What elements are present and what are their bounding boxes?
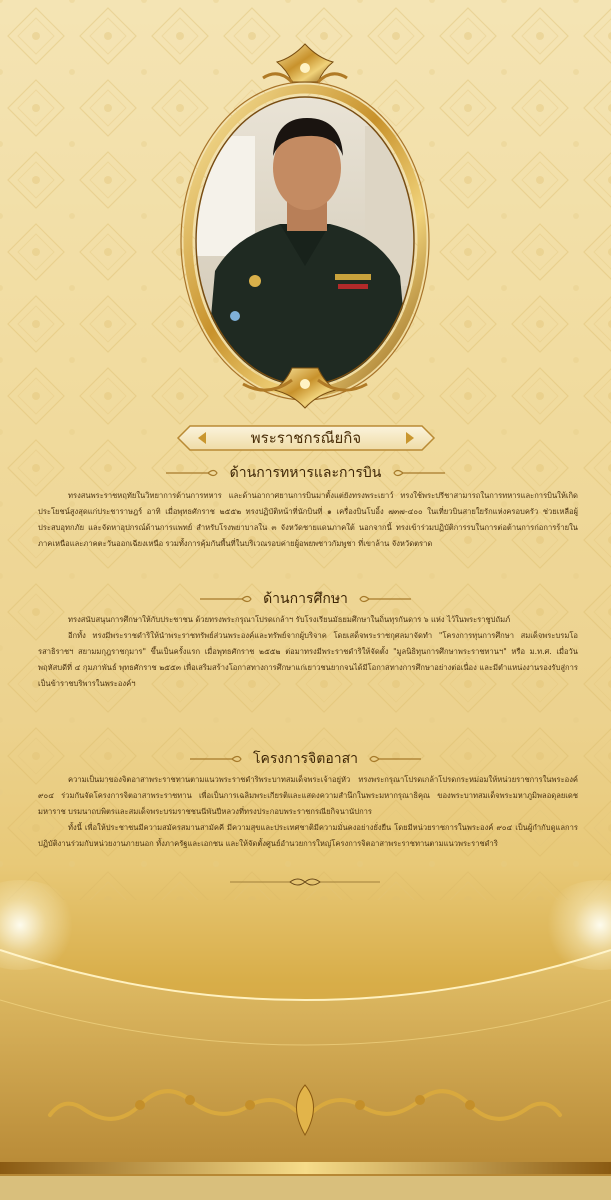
section-title-education [0,588,611,610]
portrait-frame [168,38,443,413]
section-body-education [38,612,578,692]
section-banner [176,424,436,452]
paragraph: ทรงสนพระราชหฤทัยในวิทยาการด้านการทหาร และด้านอากาศยานการบินมาตั้งแต่ยังทรงพระเยาว์ ทรงใช้พระปรีชาสามารถในการทหารและการบินให้เกิดประโยชน์สูงสุดแก่ประชาราษฎร์ อาทิ เมื่อพุทธศักราช ๒๕๕๒ ทรงปฏิบัติหน้าที่นักบินที่ ๑ เครื่องบินโบอิ้ง ๗๓๗-๔๐๐ ในเที่ยวบินสายใยรักแห่งครอบครัว ช่วยเหลือผู้ประสบอุทกภัย และจัดหาอุปกรณ์ด้านการแพทย์ สำหรับโรงพยาบาลใน ๓ จังหวัดชายแดนภาคใต้ นอกจากนี้ ทรงเข้าร่วมปฏิบัติการรบในการต่อต้านการก่อการร้ายในภาคเหนือและภาคตะวันออกเฉียงเหนือ รวมทั้งการคุ้มกันพื้นที่ในบริเวณรอบค่ายผู้อพยพชาวกัมพูชา ที่เขาล้าน จังหวัดตราด [38,491,578,548]
paragraph: ทั้งนี้ เพื่อให้ประชาชนมีความสมัครสมานสามัคคี มีความสุขและประเทศชาติมีความมั่นคงอย่างยั่งยืน โดยมีหน่วยราชการในพระองค์ ๙๐๔ เป็นผู้กำกับดูแลการปฏิบัติงานร่วมกับหน่วยงานภายนอก ทั้งภาครัฐและเอกชน และให้จัดตั้งศูนย์อำนวยการใหญ่โครงการจิตอาสาพระราชทานตามแนวพระราชดำริ [38,823,578,848]
section-title-text: โครงการจิตอาสา [252,751,359,767]
section-title-text: ด้านการศึกษา [263,591,348,607]
title-ornament-left-icon [188,754,243,764]
section-title-military [0,462,611,484]
section-body-military [38,488,578,552]
paragraph: ทรงสนับสนุนการศึกษาให้กับประชาชน ด้วยทรงพระกรุณาโปรดเกล้าฯ รับโรงเรียนมัธยมศึกษาในถิ่นทุรกันดาร ๖ แห่ง ไว้ในพระราชูปถัมภ์ [68,615,511,624]
title-ornament-right-icon [368,754,423,764]
paragraph: ความเป็นมาของจิตอาสาพระราชทานตามแนวพระราชดำริพระบาทสมเด็จพระเจ้าอยู่หัว ทรงพระกรุณาโปรดเกล้าโปรดกระหม่อมให้หน่วยราชการในพระองค์ ๙๐๔ ร่วมกันจัดโครงการจิตอาสาพระราชทาน เพื่อเป็นการเฉลิมพระเกียรติและแสดงความสำนึกในพระมหากรุณาธิคุณ ของพระบาทสมเด็จพระมหาภูมิพลอดุลยเดชมหาราช บรมนาถบพิตรและสมเด็จพระบรมราชชนนีพันปีหลวงที่ทรงประกอบพระราชกรณียกิจนานัปการ [38,775,578,816]
section-title-text: ด้านการทหารและการบิน [229,465,382,481]
section-body-volunteer [38,772,578,852]
divider-ornament [230,876,380,888]
title-ornament-left-icon [198,594,253,604]
section-title-volunteer [0,748,611,770]
title-ornament-right-icon [392,468,447,478]
title-ornament-left-icon [164,468,219,478]
title-ornament-right-icon [358,594,413,604]
banner-title: พระราชกรณียกิจ [250,429,362,447]
bottom-decoration [0,890,611,1200]
paragraph: อีกทั้ง ทรงมีพระราชดำริให้นำพระราชทรัพย์ส่วนพระองค์และทรัพย์จากผู้บริจาค โดยเสด็จพระราชกุศลมาจัดทำ "โครงการทุนการศึกษา สมเด็จพระบรมโอรสาธิราชฯ สยามมกุฎราชกุมาร" ขึ้นเป็นครั้งแรก เมื่อพุทธศักราช ๒๕๕๒ ต่อมาทรงมีพระราชดำริให้จัดตั้ง "มูลนิธิทุนการศึกษาพระราชทานฯ" หรือ ม.ท.ศ. เมื่อวันพฤหัสบดีที่ ๔ กุมภาพันธ์ พุทธศักราช ๒๕๕๓ เพื่อเสริมสร้างโอกาสทางการศึกษาแก่เยาวชนยากจนได้มีโอกาสทางการศึกษาอย่างต่อเนื่อง และมีตำแหน่งงานรองรับสู่การเป็นข้าราชบริพารในพระองค์ฯ [38,631,578,688]
